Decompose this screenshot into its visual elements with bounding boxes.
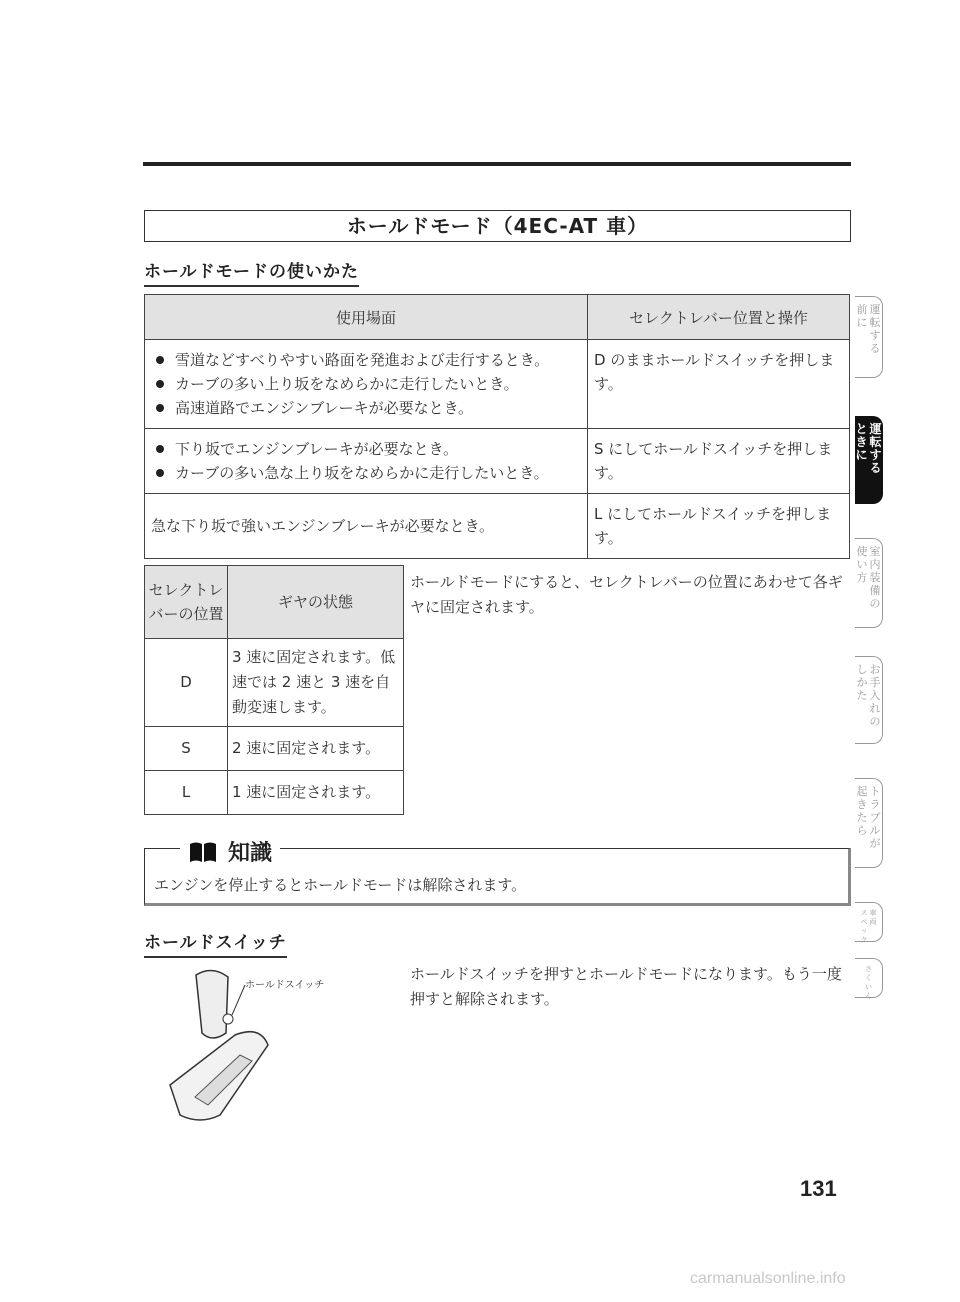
gear-col-position: セレクトレバーの位置 — [145, 566, 228, 639]
side-tab-2[interactable] — [855, 416, 883, 504]
side-tab-3[interactable] — [855, 538, 883, 628]
bullet-item: カーブの多い上り坂をなめらかに走行したいとき。 — [151, 372, 583, 396]
switch-callout: ホールドスイッチ — [245, 980, 325, 991]
page-number: 131 — [800, 1176, 837, 1201]
bullet-item: カーブの多い急な上り坂をなめらかに走行したいとき。 — [151, 461, 583, 485]
side-tab-label: 室 内 装 備 の — [869, 545, 881, 610]
bullet-item: 雪道などすべりやすい路面を発進および走行するとき。 — [151, 348, 583, 372]
side-tab-6[interactable] — [855, 902, 883, 942]
gear-row-s-state: 2 速に固定されます。 — [228, 727, 404, 771]
usage-table — [144, 294, 850, 559]
top-rule — [143, 162, 851, 166]
watermark: carmanualsonline.info — [690, 1270, 846, 1287]
bullet-item: 下り坂でエンジンブレーキが必要なとき。 — [151, 437, 583, 461]
usage-row-2-operation: S にしてホールドスイッチを押します。 — [588, 429, 850, 494]
knowledge-label — [180, 836, 280, 867]
side-tab-label: 起 き た ら — [856, 785, 868, 837]
gear-note: ホールドモードにすると、セレクトレバーの位置にあわせて各ギヤに固定されます。 — [410, 573, 843, 616]
section-title: ホールドモード（4EC-AT 車） — [144, 210, 851, 242]
knowledge-title: 知識 — [228, 841, 273, 866]
side-tab-label: 前 に — [856, 303, 868, 329]
side-tab-label: 車 両 — [869, 909, 877, 926]
side-tab-label: 運 転 す る — [869, 422, 882, 475]
usage-row-2-scenes — [145, 429, 588, 494]
bullet-item: 高速道路でエンジンブレーキが必要なとき。 — [151, 396, 583, 420]
usage-row-3-scenes: 急な下り坂で強いエンジンブレーキが必要なとき。 — [145, 494, 588, 559]
gear-col-state: ギヤの状態 — [228, 566, 404, 639]
usage-col-operation: セレクトレバー位置と操作 — [588, 295, 850, 340]
usage-row-1-scenes — [145, 340, 588, 429]
knowledge-text: エンジンを停止するとホールドモードは解除されます。 — [154, 876, 527, 894]
side-tab-7[interactable] — [855, 958, 883, 998]
usage-col-scene: 使用場面 — [145, 295, 588, 340]
side-tab-label: ト ラ ブ ル が — [869, 785, 881, 850]
side-tab-5[interactable] — [855, 778, 883, 868]
side-tab-label: ス ペ ッ ク — [860, 909, 868, 944]
side-tab-label: し か た — [856, 663, 868, 702]
gear-row-l-state: 1 速に固定されます。 — [228, 771, 404, 815]
gear-row-s-pos: S — [145, 727, 228, 771]
gear-row-d-pos: D — [145, 639, 228, 727]
usage-row-1-operation: D のままホールドスイッチを押します。 — [588, 340, 850, 429]
book-icon — [188, 840, 218, 864]
usage-heading: ホールドモードの使いかた — [144, 257, 359, 287]
side-tab-label: お 手 入 れ の — [869, 663, 881, 728]
switch-heading: ホールドスイッチ — [144, 928, 287, 958]
side-tab-label: さ く い ん — [865, 965, 872, 1000]
side-tab-label: と き に — [855, 422, 868, 462]
gear-table — [144, 565, 404, 815]
side-tab-label: 使 い 方 — [856, 545, 868, 584]
switch-text: ホールドスイッチを押すとホールドモードになります。もう一度押すと解除されます。 — [410, 965, 842, 1008]
side-tab-4[interactable] — [855, 656, 883, 744]
usage-row-3-operation: L にしてホールドスイッチを押します。 — [588, 494, 850, 559]
side-tab-label: 運 転 す る — [869, 303, 881, 355]
gear-row-l-pos: L — [145, 771, 228, 815]
side-tab-1[interactable] — [855, 296, 883, 378]
gear-row-d-state: 3 速に固定されます。低速では 2 速と 3 速を自動変速します。 — [228, 639, 404, 727]
